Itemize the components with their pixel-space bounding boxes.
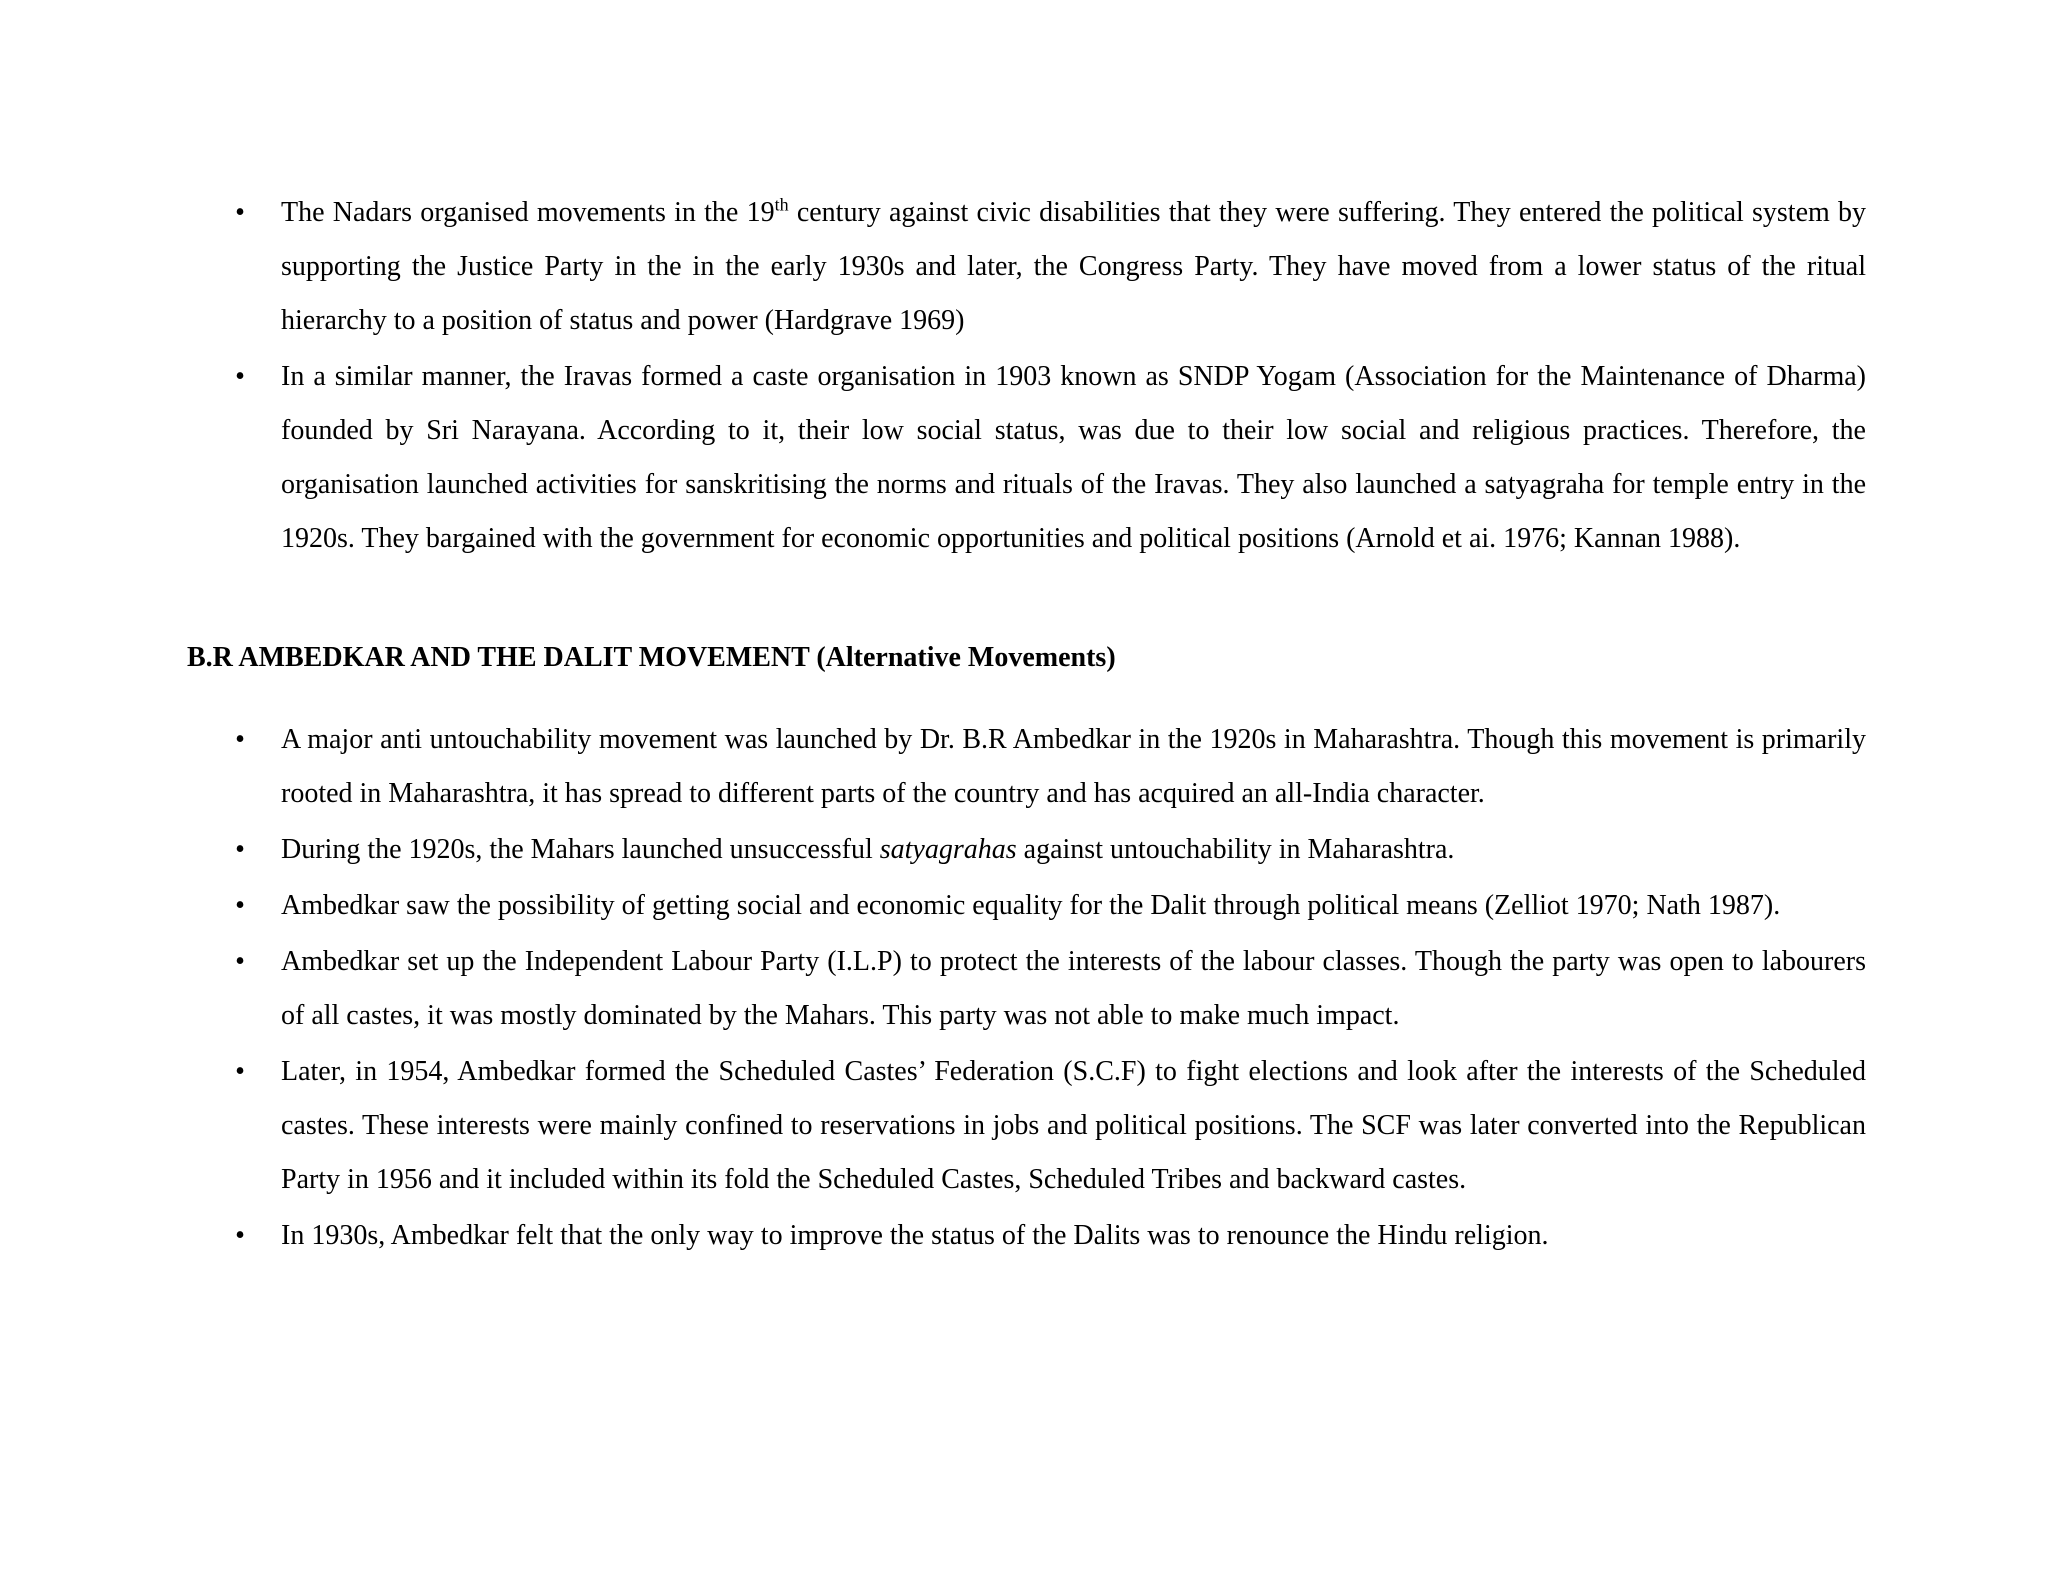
list-item-iravas [233, 350, 1866, 566]
list-item-nadars [233, 186, 1866, 348]
bullet-icon: • [235, 834, 245, 865]
satyagrahas-emphasis: satyagrahas [879, 834, 1017, 865]
list-item-political-means [233, 879, 1866, 933]
political-means-text: Ambedkar saw the possibility of getting social and economic equality for the Dalit through political means (Zelliot 1970; Nath 1987). [281, 890, 1781, 921]
list-item-anti-untouchability [233, 713, 1866, 821]
bullet-icon: • [235, 890, 245, 921]
nadars-superscript: th [774, 194, 789, 215]
nadars-text-end: century against civic disabilities that they were suffering. They entered the political system by supporting the Justice Party in the in the early 1930s and later, the Congress Party. They have moved from a lower status of the ritual hierarchy to a position of status and power (Hardgrave 1969) [281, 197, 1866, 336]
mahars-text-end: against untouchability in Maharashtra. [1016, 834, 1455, 865]
bullet-list-castes [233, 186, 1866, 566]
list-item-mahars-satyagrahas [233, 823, 1866, 877]
list-item-scf [233, 1045, 1866, 1207]
bullet-icon: • [235, 197, 245, 228]
list-item-renounce-religion [233, 1209, 1866, 1263]
list-item-ilp [233, 935, 1866, 1043]
bullet-icon: • [235, 361, 245, 392]
iravas-text: In a similar manner, the Iravas formed a caste organisation in 1903 known as SNDP Yogam (Association for the Maintenance of Dharma) founded by Sri Narayana. According to it, their low social status, was due to their low social and religious practices. Therefore, the organisation launched activities for sanskritising the norms and rituals of the Iravas. They also launched a satyagraha for temple entry in the 1920s. They bargained with the government for economic opportunities and political positions (Arnold et ai. 1976; Kannan 1988). [281, 361, 1866, 554]
bullet-icon: • [235, 1220, 245, 1251]
ilp-text: Ambedkar set up the Independent Labour Party (I.L.P) to protect the interests of the labour classes. Though the party was open to labourers of all castes, it was mostly dominated by the Mahars. This party was not able to make much impact. [281, 946, 1866, 1031]
nadars-text-start: The Nadars organised movements in the 19 [281, 197, 775, 228]
anti-untouchability-text: A major anti untouchability movement was launched by Dr. B.R Ambedkar in the 1920s in Maharashtra. Though this movement is primarily rooted in Maharashtra, it has spread to different parts of the country and has acquired an all-India character. [281, 724, 1866, 809]
bullet-list-dalit-movement [233, 713, 1866, 1263]
bullet-icon: • [235, 1056, 245, 1087]
renounce-religion-text: In 1930s, Ambedkar felt that the only way to improve the status of the Dalits was to renounce the Hindu religion. [281, 1220, 1549, 1251]
scf-text: Later, in 1954, Ambedkar formed the Scheduled Castes’ Federation (S.C.F) to fight elections and look after the interests of the Scheduled castes. These interests were mainly confined to reservations in jobs and political positions. The SCF was later converted into the Republican Party in 1956 and it included within its fold the Scheduled Castes, Scheduled Tribes and backward castes. [281, 1056, 1866, 1195]
section-heading: B.R AMBEDKAR AND THE DALIT MOVEMENT (Alternative Movements) [187, 642, 1116, 673]
mahars-text-start: During the 1920s, the Mahars launched unsuccessful [281, 834, 880, 865]
bullet-icon: • [235, 946, 245, 977]
bullet-icon: • [235, 724, 245, 755]
